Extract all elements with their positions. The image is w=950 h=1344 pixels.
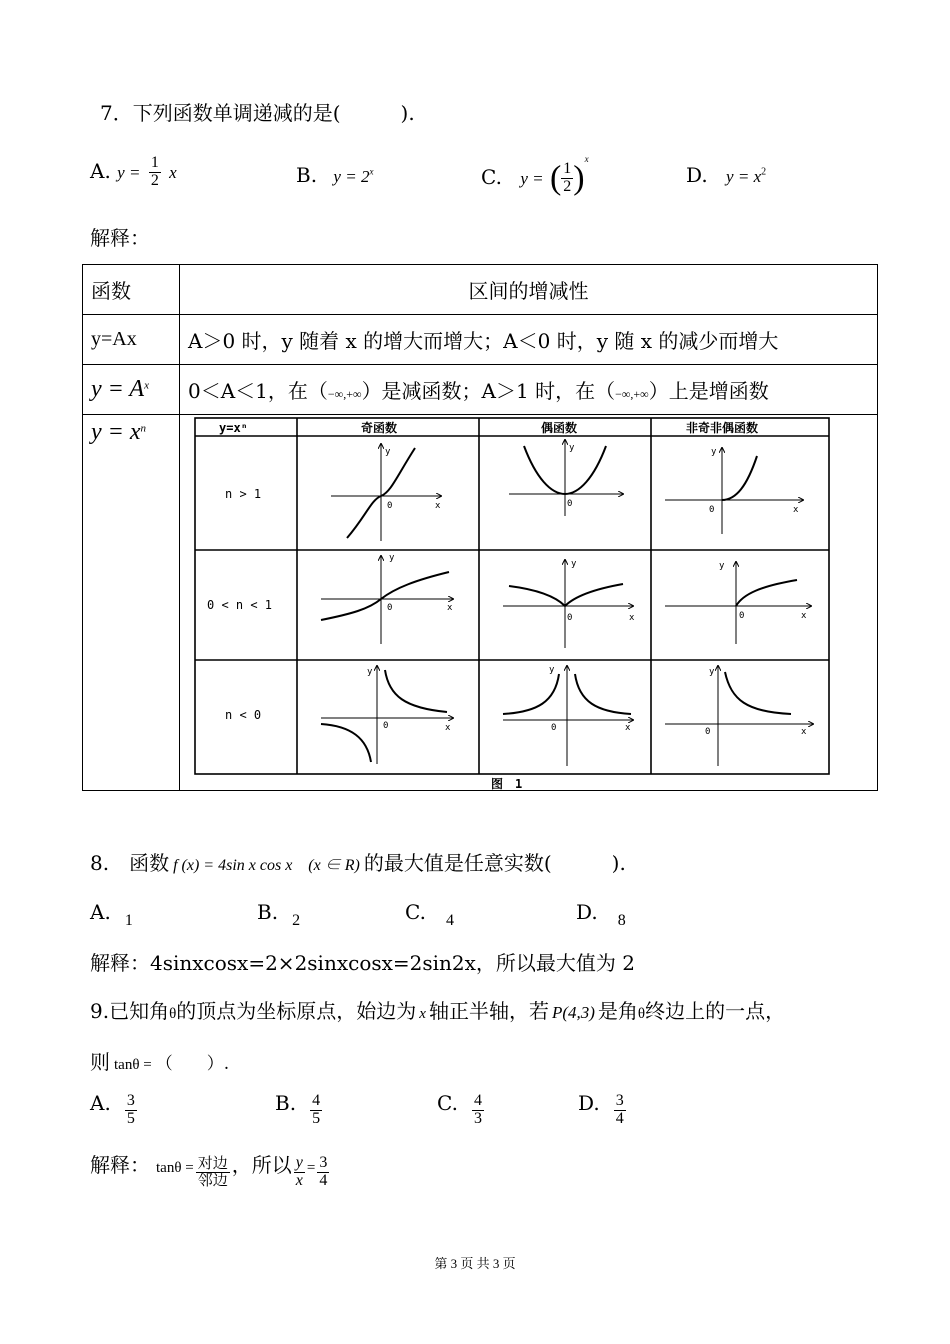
- figure-header: 非奇非偶函数: [686, 421, 759, 435]
- svg-text:0: 0: [739, 611, 745, 621]
- svg-text:0: 0: [387, 501, 393, 511]
- table-row-func: $y = x^n$: [83, 415, 180, 791]
- graph-labels: [385, 447, 441, 511]
- table-row-desc: A＞0 时，y 随着 x 的增大而增大；A＜0 时，y 随 x 的减少而增大: [180, 315, 878, 365]
- svg-text:x: x: [629, 613, 635, 623]
- svg-text:y: y: [719, 561, 725, 571]
- svg-text:y: y: [569, 443, 575, 453]
- graph-even-n-lt-0: [503, 666, 633, 766]
- svg-text:0: 0: [551, 723, 557, 733]
- q7-stem: 7．下列函数单调递减的是( ).: [100, 101, 415, 125]
- graph-odd-n-lt-0: [321, 666, 453, 764]
- figure-header: 偶函数: [541, 421, 578, 435]
- svg-text:y: y: [549, 665, 555, 675]
- q8-option-d: D. $_8$: [576, 900, 626, 929]
- q9-option-d: D. $\frac{3}{4}$: [578, 1090, 624, 1127]
- figure-caption: 图 1: [491, 777, 523, 791]
- table-header-monotonicity: 区间的增减性: [180, 265, 878, 315]
- svg-text:0: 0: [383, 721, 389, 731]
- q8-stem: 8. 函数 f (x) = 4sin x cos x (x ∈ R) 的最大值是任意实数( ).: [90, 851, 626, 875]
- graph-neither-n-gt-1: [665, 448, 803, 534]
- svg-text:y: y: [571, 559, 577, 569]
- graph-odd-n-gt-1: [331, 444, 441, 541]
- q9-option-c: C. $\frac{4}{3}$: [437, 1090, 482, 1127]
- graph-even-0-n-1: [503, 560, 633, 648]
- svg-text:x: x: [801, 727, 807, 737]
- graph-odd-0-n-1: [321, 556, 453, 644]
- q7-option-d: D. $y = x^2$: [686, 163, 767, 187]
- q7-option-c: C. y = ( $\frac{1}{2}$ )$^x$: [481, 154, 589, 197]
- q7-option-a: A. y = $\frac{1}{2}$ x: [90, 154, 177, 189]
- svg-text:y: y: [389, 553, 395, 563]
- q7-explain-label: 解释：: [90, 226, 150, 250]
- graph-even-n-gt-1: [509, 440, 623, 516]
- graph-neither-0-n-1: [665, 562, 811, 644]
- svg-text:x: x: [435, 501, 441, 511]
- q9-option-b: B. $\frac{4}{5}$: [275, 1090, 321, 1127]
- svg-text:y: y: [385, 447, 391, 457]
- power-function-figure: [191, 416, 831, 792]
- svg-text:x: x: [625, 723, 631, 733]
- q8-option-c: C. $_4$: [405, 900, 454, 929]
- svg-text:0: 0: [387, 603, 393, 613]
- table-row-func: y=Ax: [83, 315, 180, 365]
- q9-explain: 解释： $^{tan\theta =}$ $\frac{\text{对边}}{\text{邻边}}$ ，所以 $\frac{y}{x}$ = $\frac{3}{4}$: [90, 1152, 328, 1189]
- figure-header: y=xⁿ: [219, 421, 248, 435]
- figure-grid: [195, 418, 829, 774]
- q8-option-a: A. $_1$: [90, 900, 133, 929]
- option-label: A.: [90, 158, 111, 183]
- row-label: n > 1: [225, 487, 262, 501]
- q9-stem-line2: 则 tanθ = （ ）.: [90, 1050, 230, 1074]
- q8-option-b: B. $_2$: [257, 900, 301, 929]
- q9-option-a: A. $\frac{3}{5}$: [90, 1090, 135, 1127]
- svg-text:y: y: [709, 667, 715, 677]
- svg-text:0: 0: [567, 613, 573, 623]
- table-row-desc: 0＜A＜1，在（−∞,+∞）是减函数；A＞1 时，在（−∞,+∞）上是增函数: [180, 365, 878, 415]
- table-row-func: $y = A^x$: [83, 365, 180, 415]
- svg-text:0: 0: [705, 727, 711, 737]
- graph-neither-n-lt-0: [665, 666, 813, 766]
- row-label: 0 < n < 1: [207, 598, 273, 612]
- figure-header: 奇函数: [361, 421, 398, 435]
- svg-text:0: 0: [567, 499, 573, 509]
- svg-text:x: x: [801, 611, 807, 621]
- q7-option-b: B. $y = 2^x$: [296, 163, 374, 187]
- q9-stem-line1: 9.已知角θ的顶点为坐标原点，始边为 x 轴正半轴，若 P(4,3) 是角θ终边上的一点，: [90, 999, 786, 1023]
- svg-text:y: y: [367, 667, 373, 677]
- svg-text:x: x: [445, 723, 451, 733]
- row-label: n < 0: [225, 708, 262, 722]
- table-header-func: 函数: [83, 265, 180, 315]
- svg-text:x: x: [447, 603, 453, 613]
- svg-text:0: 0: [709, 505, 715, 515]
- svg-text:x: x: [793, 505, 799, 515]
- svg-text:y: y: [711, 447, 717, 457]
- page-footer: 第 3 页 共 3 页: [434, 1256, 516, 1271]
- q8-explain: 解释：4sinxcosx=2×2sinxcosx=2sin2x，所以最大值为 2: [90, 951, 636, 975]
